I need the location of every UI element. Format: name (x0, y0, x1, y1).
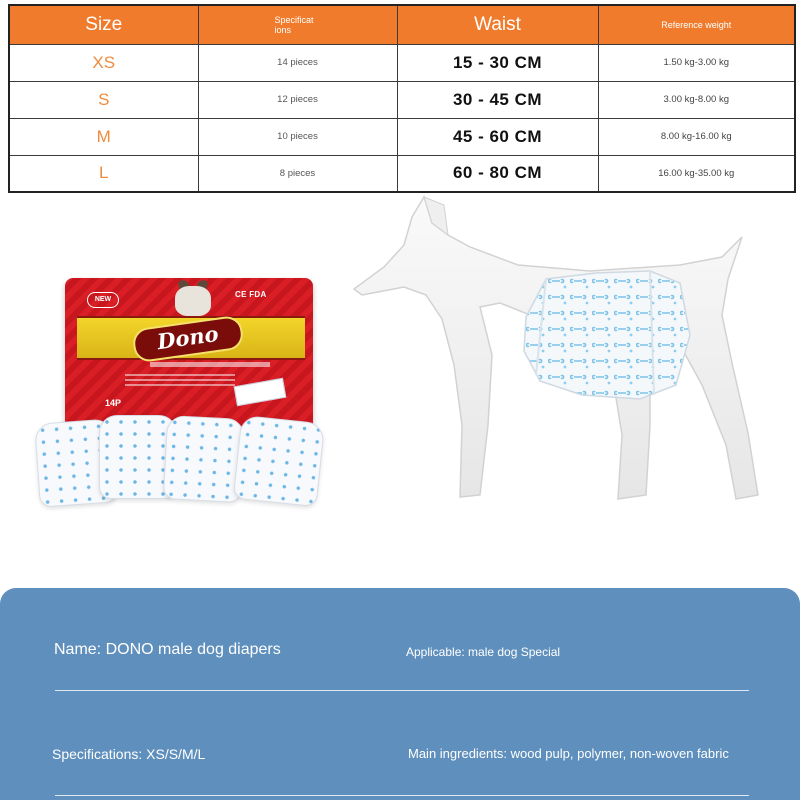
header-specifications-line1: Specificat (274, 14, 314, 25)
size-cell: L (9, 155, 198, 192)
waist-cell: 45 - 60 CM (397, 118, 598, 155)
reference-weight-cell: 8.00 kg-16.00 kg (598, 118, 795, 155)
waist-cell: 60 - 80 CM (397, 155, 598, 192)
product-applicable: Applicable: male dog Special (406, 645, 561, 659)
specifications-cell: 10 pieces (198, 118, 397, 155)
certification-marks: CE FDA (235, 290, 267, 299)
divider (55, 795, 749, 796)
diaper-stack (37, 415, 333, 505)
table-row (9, 155, 795, 192)
specifications-cell: 8 pieces (198, 155, 397, 192)
header-waist: Waist (397, 5, 598, 44)
table-row (9, 81, 795, 118)
header-size: Size (9, 5, 198, 44)
table-row (9, 44, 795, 81)
reference-weight-cell: 16.00 kg-35.00 kg (598, 155, 795, 192)
package-subtitle-strip (150, 362, 270, 367)
specifications-cell: 12 pieces (198, 81, 397, 118)
product-ingredients: Main ingredients: wood pulp, polymer, non-woven fabric (408, 746, 729, 761)
divider (55, 690, 749, 691)
dog-silhouette-icon (350, 195, 780, 530)
size-chart-header-row (9, 5, 795, 44)
product-specifications: Specifications: XS/S/M/L (52, 746, 206, 762)
reference-weight-cell: 3.00 kg-8.00 kg (598, 81, 795, 118)
waist-cell: 30 - 45 CM (397, 81, 598, 118)
header-specifications (198, 5, 397, 44)
diaper-item (233, 415, 325, 507)
product-name: Name: DONO male dog diapers (54, 641, 281, 658)
specifications-cell: 14 pieces (198, 44, 397, 81)
header-reference-weight: Reference weight (598, 5, 795, 44)
table-row (9, 118, 795, 155)
new-badge: NEW (87, 292, 119, 308)
size-chart-table (8, 4, 796, 193)
reference-weight-cell: 1.50 kg-3.00 kg (598, 44, 795, 81)
size-cell: XS (9, 44, 198, 81)
size-cell: M (9, 118, 198, 155)
product-info-panel (0, 588, 800, 800)
dog-mannequin-image (350, 195, 780, 530)
size-cell: S (9, 81, 198, 118)
diaper-item (163, 415, 245, 503)
waist-cell: 15 - 30 CM (397, 44, 598, 81)
product-package-image (35, 270, 335, 510)
package-dog-icon (175, 286, 211, 316)
package-fine-print (125, 374, 235, 386)
header-specifications-line2: ions (274, 24, 292, 35)
brand-logo-text: Dono (155, 320, 220, 355)
package-count: 14P (105, 398, 122, 408)
